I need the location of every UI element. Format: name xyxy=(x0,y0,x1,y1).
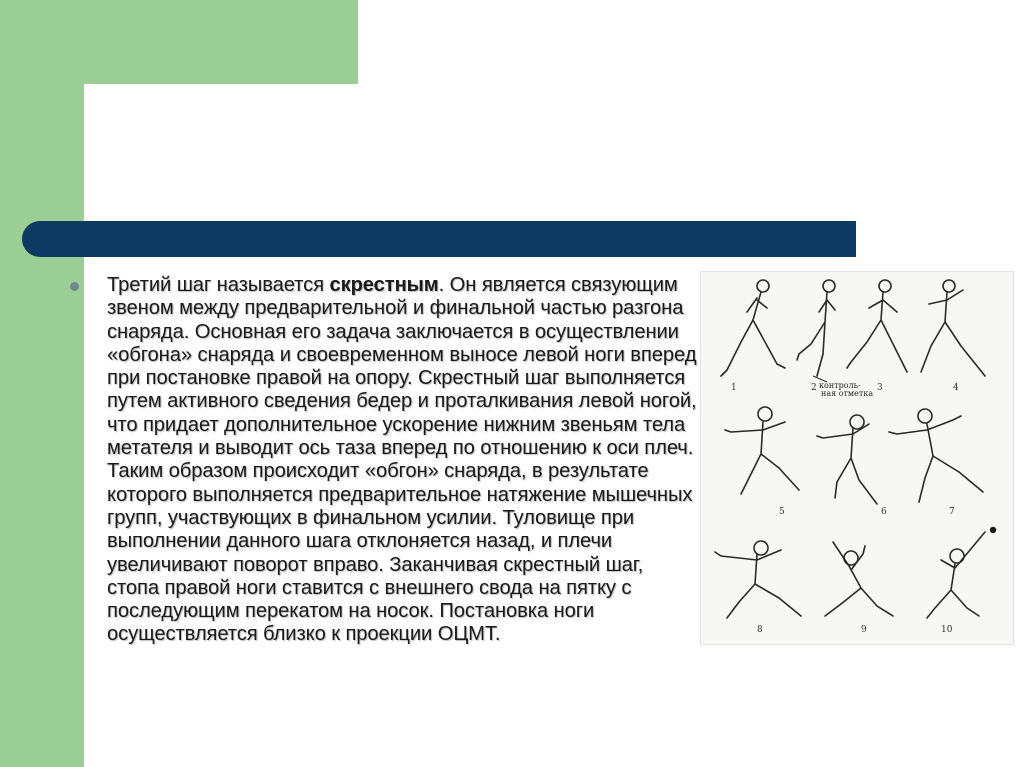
paragraph-rest: . Он является связующим звеном между предварительной и финальной частью разгона снаряда. Основная его задача заключается в осуществлении «обгона» снаряда и своевременном выносе левой ноги вперед при постановке правой на опору. Скрестный шаг выполняется путем активного сведения бедер и проталкивания левой ногой, что придает дополнительное ускорение нижним звеньям тела метателя и выводит ось таза вперед по отношению к оси плеч. Таким образом происходит «обгон» снаряда, в результате которого выполняется предварительное натяжение мышечных групп, участвующих в финальном усилии. Туловище при выполнении данного шага отклоняется назад, и плечи увеличивают поворот вправо. Заканчивая скрестный шаг, стопа правой ноги ставится с внешнего свода на пятку с последующим перекатом на носок. Постановка ноги осуществляется близко к проекции ОЦМТ. xyxy=(107,274,697,646)
paragraph-term: скрестным xyxy=(329,274,439,296)
paragraph-intro: Третий шаг называется xyxy=(107,274,330,296)
shot-ball-icon xyxy=(990,527,996,533)
frame-number: 2 xyxy=(811,383,817,393)
athlete-figure-4 xyxy=(921,280,985,376)
body-paragraph xyxy=(107,274,699,647)
frame-number: 6 xyxy=(881,507,887,517)
athlete-figure-3 xyxy=(847,280,907,372)
technique-figure xyxy=(700,271,1014,645)
frame-number: 3 xyxy=(877,383,883,393)
frame-number: 7 xyxy=(949,507,955,517)
athlete-figure-1 xyxy=(721,280,785,376)
athlete-figure-2 xyxy=(797,280,835,376)
athlete-figure-10 xyxy=(927,532,985,618)
frame-number: 5 xyxy=(779,507,785,517)
athlete-figure-6 xyxy=(817,415,877,504)
technique-figure-drawing xyxy=(701,272,1013,644)
top-green-band xyxy=(0,0,358,84)
athlete-figure-7 xyxy=(889,409,983,502)
frame-number: 8 xyxy=(757,625,763,635)
athlete-figure-9 xyxy=(825,542,893,616)
control-mark-label-line2: ная отметка xyxy=(821,389,874,398)
title-bar xyxy=(22,221,856,257)
athlete-figure-5 xyxy=(725,407,799,494)
athlete-figure-8 xyxy=(715,541,801,618)
frame-number: 10 xyxy=(941,625,953,635)
bullet-icon xyxy=(70,282,79,291)
frame-number: 9 xyxy=(861,625,867,635)
frame-number: 1 xyxy=(731,383,737,393)
left-green-band xyxy=(0,0,84,767)
frame-number: 4 xyxy=(953,383,959,393)
control-mark-label-line1: контроль- xyxy=(819,381,861,390)
